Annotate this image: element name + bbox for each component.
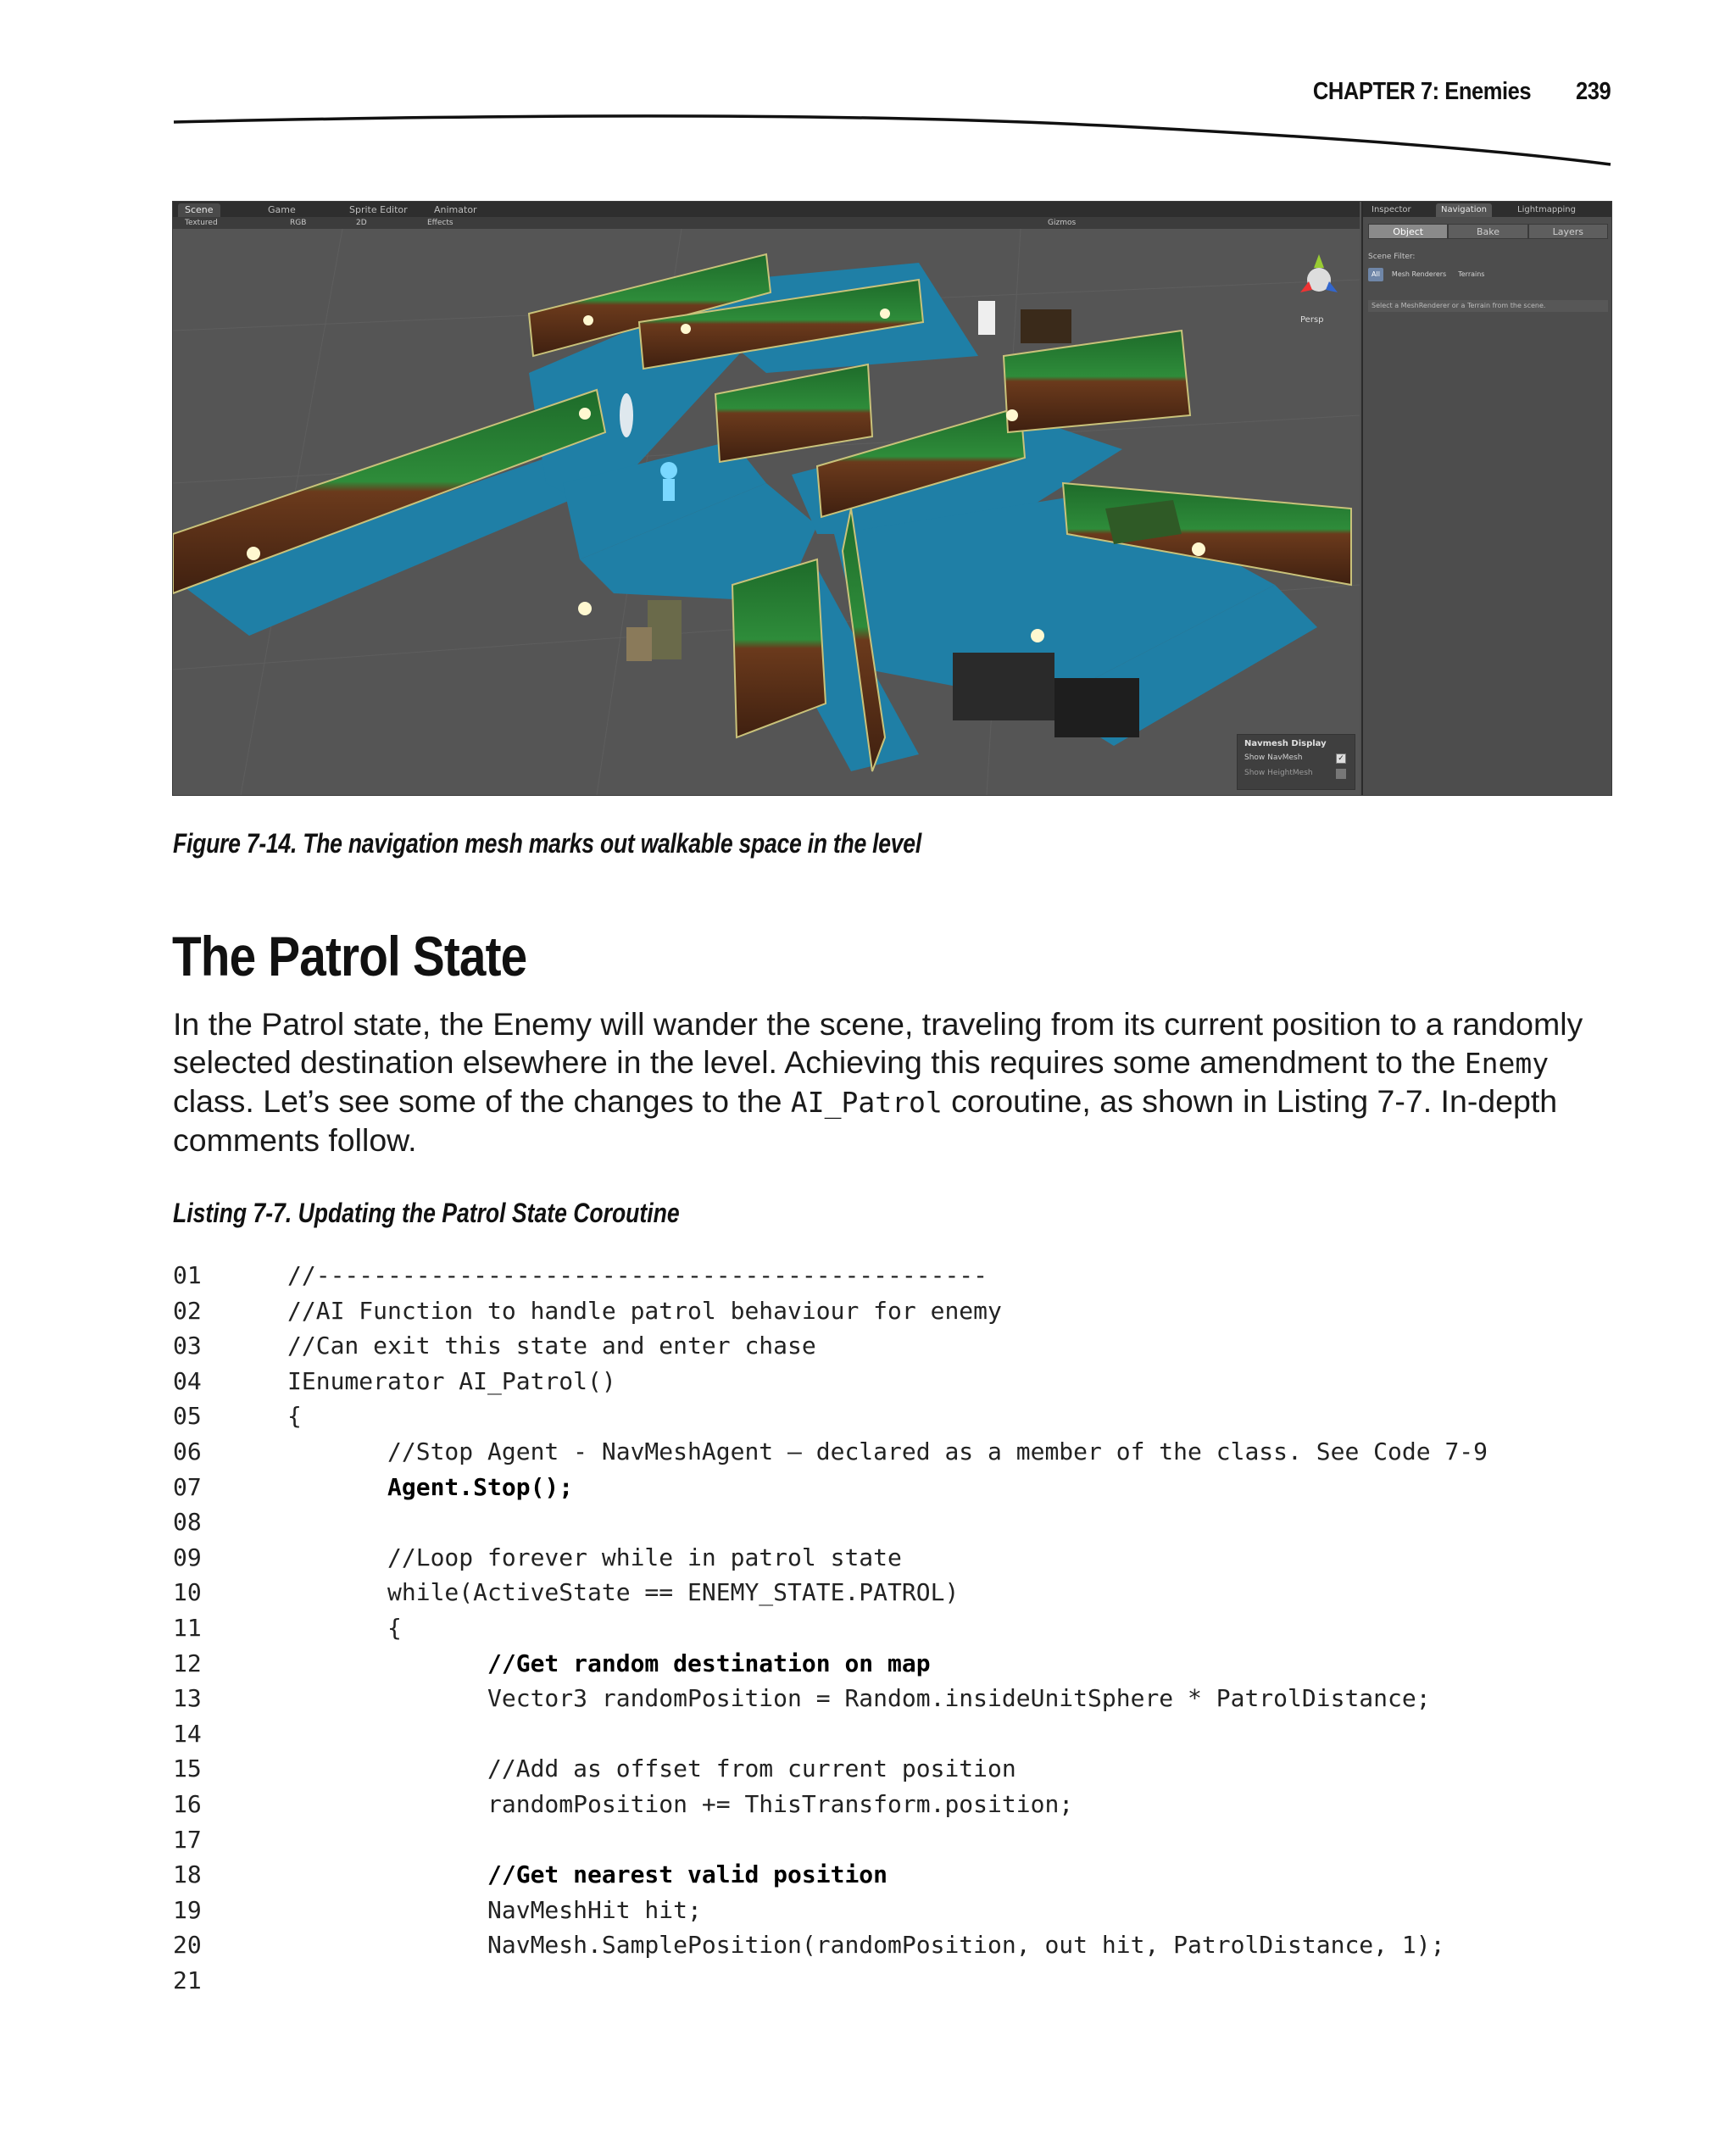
- line-number: 19: [173, 1895, 202, 1924]
- line-number: 18: [173, 1860, 202, 1889]
- line-number: 08: [173, 1508, 202, 1537]
- figure-caption: Figure 7-14. The navigation mesh marks out walkable space in the level: [173, 828, 921, 859]
- layers-tab[interactable]: Layers: [1528, 224, 1608, 239]
- rgb-dropdown[interactable]: RGB: [290, 219, 307, 227]
- line-number: 06: [173, 1437, 202, 1465]
- line-number: 03: [173, 1332, 202, 1360]
- code-text: //-----------------------------------------------: [287, 1261, 988, 1289]
- navmesh-display-title: Navmesh Display: [1244, 739, 1327, 748]
- code-text: //Get nearest valid position: [287, 1860, 888, 1889]
- line-number: 15: [173, 1755, 202, 1783]
- body-paragraph: [173, 1005, 1624, 1159]
- chapter-title: CHAPTER 7: Enemies: [1312, 78, 1531, 105]
- code-text: NavMeshHit hit;: [287, 1895, 702, 1924]
- persp-label: Persp: [1300, 315, 1324, 325]
- code-enemy: Enemy: [1464, 1047, 1550, 1080]
- code-text: while(ActiveState == ENEMY_STATE.PATROL): [287, 1578, 960, 1607]
- tab-navigation[interactable]: Navigation: [1436, 203, 1492, 217]
- code-text: //AI Function to handle patrol behaviour for enemy: [287, 1296, 1002, 1325]
- paragraph-text-3: coroutine, as shown in Listing 7-7. In-depth comments follow.: [173, 1083, 1558, 1158]
- code-text: NavMesh.SamplePosition(randomPosition, out hit, PatrolDistance, 1);: [287, 1931, 1445, 1960]
- line-number: 12: [173, 1649, 202, 1677]
- line-number: 14: [173, 1719, 202, 1748]
- inspector-tab-bar: [1363, 202, 1612, 217]
- tab-scene[interactable]: Scene: [178, 203, 220, 217]
- selection-hint: Select a MeshRenderer or a Terrain from the scene.: [1368, 300, 1608, 312]
- line-number: 10: [173, 1578, 202, 1607]
- code-text: //Can exit this state and enter chase: [287, 1332, 816, 1360]
- tab-inspector[interactable]: Inspector: [1372, 205, 1411, 214]
- bake-tab[interactable]: Bake: [1448, 224, 1527, 239]
- paragraph-text-1: In the Patrol state, the Enemy will wander the scene, traveling from its current position to a randomly selected destination elsewhere in the level. Achieving this requires some amendment to the: [173, 1006, 1583, 1080]
- page-number: 239: [1575, 78, 1611, 105]
- header-rule: [0, 0, 1736, 186]
- code-text: Agent.Stop();: [287, 1472, 574, 1501]
- code-ai-patrol: AI_Patrol: [790, 1086, 943, 1119]
- line-number: 13: [173, 1684, 202, 1713]
- line-number: 17: [173, 1825, 202, 1854]
- listing-title: Listing 7-7. Updating the Patrol State Coroutine: [173, 1198, 680, 1228]
- line-number: 01: [173, 1261, 202, 1289]
- render-mode-dropdown[interactable]: Textured: [185, 219, 218, 227]
- show-navmesh-checkbox[interactable]: ✓: [1336, 754, 1346, 764]
- code-text: Vector3 randomPosition = Random.insideUnitSphere * PatrolDistance;: [287, 1684, 1431, 1713]
- code-text: {: [287, 1613, 402, 1642]
- tab-lightmapping[interactable]: Lightmapping: [1517, 205, 1576, 214]
- line-number: 20: [173, 1931, 202, 1960]
- code-text: //Loop forever while in patrol state: [287, 1543, 902, 1571]
- code-text: //Get random destination on map: [287, 1649, 931, 1677]
- gizmos-dropdown[interactable]: Gizmos: [1048, 219, 1077, 227]
- line-number: 02: [173, 1296, 202, 1325]
- line-number: 04: [173, 1366, 202, 1395]
- filter-all-button[interactable]: All: [1368, 268, 1383, 281]
- object-tab[interactable]: Object: [1368, 224, 1448, 239]
- tab-animator[interactable]: Animator: [434, 204, 477, 215]
- tab-game[interactable]: Game: [268, 204, 296, 215]
- figure-unity-navmesh: [172, 201, 1612, 796]
- show-navmesh-label: Show NavMesh: [1244, 754, 1303, 762]
- scene-toolbar: [173, 217, 1360, 230]
- navmesh-display-panel: [1237, 734, 1355, 790]
- paragraph-text-2: class. Let’s see some of the changes to the: [173, 1083, 791, 1119]
- code-text: randomPosition += ThisTransform.position;: [287, 1789, 1074, 1818]
- code-text: //Add as offset from current position: [287, 1755, 1016, 1783]
- show-heightmesh-checkbox[interactable]: [1336, 769, 1346, 779]
- line-number: 09: [173, 1543, 202, 1571]
- code-text: {: [287, 1402, 302, 1431]
- editor-tab-bar: [173, 202, 1360, 217]
- navigation-panel: [1361, 202, 1612, 795]
- code-text: IEnumerator AI_Patrol(): [287, 1366, 616, 1395]
- show-heightmesh-label: Show HeightMesh: [1244, 769, 1313, 777]
- line-number: 07: [173, 1472, 202, 1501]
- effects-dropdown[interactable]: Effects: [427, 219, 453, 227]
- line-number: 11: [173, 1613, 202, 1642]
- filter-mesh-renderers-button[interactable]: Mesh Renderers: [1391, 270, 1447, 278]
- 2d-toggle[interactable]: 2D: [356, 219, 367, 227]
- scene-filter-buttons: [1368, 268, 1488, 281]
- line-number: 05: [173, 1402, 202, 1431]
- filter-terrains-button[interactable]: Terrains: [1458, 270, 1485, 278]
- scene-filter-label: Scene Filter:: [1368, 253, 1416, 261]
- line-number: 21: [173, 1966, 202, 1994]
- tab-sprite-editor[interactable]: Sprite Editor: [349, 204, 408, 215]
- code-text: //Stop Agent - NavMeshAgent – declared as a member of the class. See Code 7-9: [287, 1437, 1488, 1465]
- scene-viewport[interactable]: [173, 229, 1360, 795]
- section-heading: The Patrol State: [172, 925, 527, 987]
- line-number: 16: [173, 1789, 202, 1818]
- navigation-mode-tabs: [1368, 224, 1608, 239]
